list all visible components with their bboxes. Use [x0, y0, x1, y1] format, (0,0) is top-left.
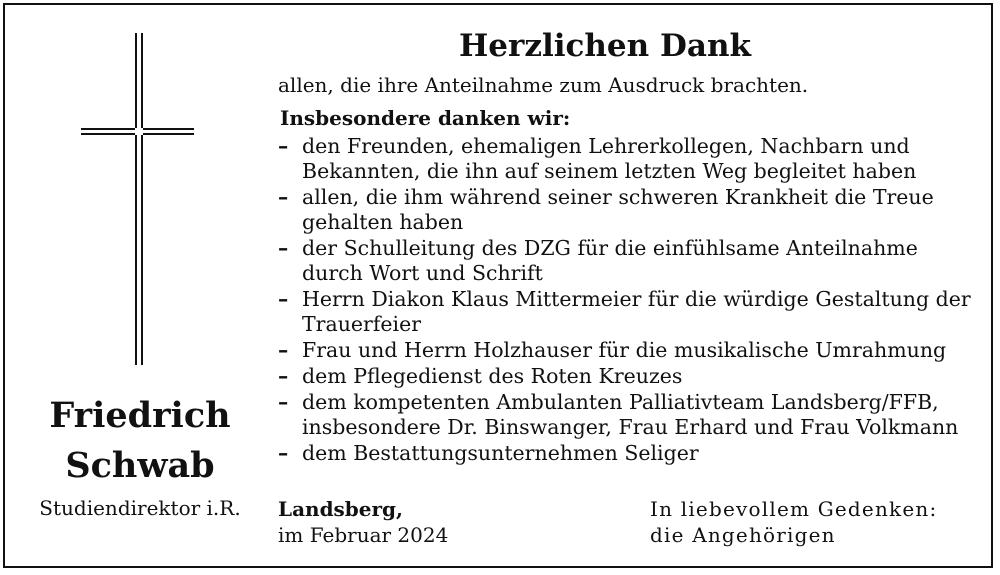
list-item-text: dem Bestattungsunternehmen Seliger [302, 441, 699, 465]
signature-line: die Angehörigen [650, 523, 836, 547]
place-city: Landsberg, [278, 497, 403, 521]
list-item-text: den Freunden, ehemaligen Lehrerkollegen, Nachbarn und Bekannten, die ihn auf seinem letzten Weg begleitet haben [302, 134, 917, 183]
deceased-last-name: Schwab [65, 445, 215, 486]
intro-text: allen, die ihre Anteilnahme zum Ausdruck brachten. [278, 73, 809, 97]
list-item: – dem kompetenten Ambulanten Palliativteam Landsberg/FFB, insbesondere Dr. Binswanger, Frau Erhard und Frau Volkmann [278, 390, 959, 439]
list-item: – den Freunden, ehemaligen Lehrerkollegen, Nachbarn und Bekannten, die ihn auf seinem letzten Weg begleitet haben [278, 134, 917, 183]
list-item-text: der Schulleitung des DZG für die einfühlsame Anteilnahme durch Wort und Schrift [302, 236, 918, 285]
notice-heading: Herzlichen Dank [459, 28, 751, 64]
closing-line: In liebevollem Gedenken: [650, 497, 938, 521]
closing-signature [650, 496, 937, 548]
list-item: – allen, die ihm während seiner schweren Krankheit die Treue gehalten haben [278, 185, 934, 234]
list-item: – der Schulleitung des DZG für die einfühlsame Anteilnahme durch Wort und Schrift [278, 236, 918, 285]
list-item: – Frau und Herrn Holzhauser für die musikalische Umrahmung [278, 338, 947, 362]
deceased-role: Studiendirektor i.R. [39, 496, 241, 520]
notice-date: im Februar 2024 [278, 523, 449, 547]
list-item-text: Herrn Diakon Klaus Mittermeier für die würdige Gestaltung der Trauerfeier [302, 287, 971, 336]
list-item-text: dem kompetenten Ambulanten Palliativteam Landsberg/FFB, insbesondere Dr. Binswanger, Frau Erhard und Frau Volkmann [302, 390, 959, 439]
thanks-subheading: Insbesondere danken wir: [280, 106, 571, 130]
list-item: – Herrn Diakon Klaus Mittermeier für die würdige Gestaltung der Trauerfeier [278, 287, 971, 336]
list-item-text: dem Pflegedienst des Roten Kreuzes [302, 364, 683, 388]
thanks-list [278, 134, 978, 467]
deceased-first-name: Friedrich [49, 395, 231, 436]
list-item-text: allen, die ihm während seiner schweren Krankheit die Treue gehalten haben [302, 185, 934, 234]
list-item-text: Frau und Herrn Holzhauser für die musikalische Umrahmung [302, 338, 947, 362]
place-date [278, 496, 448, 548]
list-item: – dem Bestattungsunternehmen Seliger [278, 441, 699, 465]
list-item: – dem Pflegedienst des Roten Kreuzes [278, 364, 683, 388]
